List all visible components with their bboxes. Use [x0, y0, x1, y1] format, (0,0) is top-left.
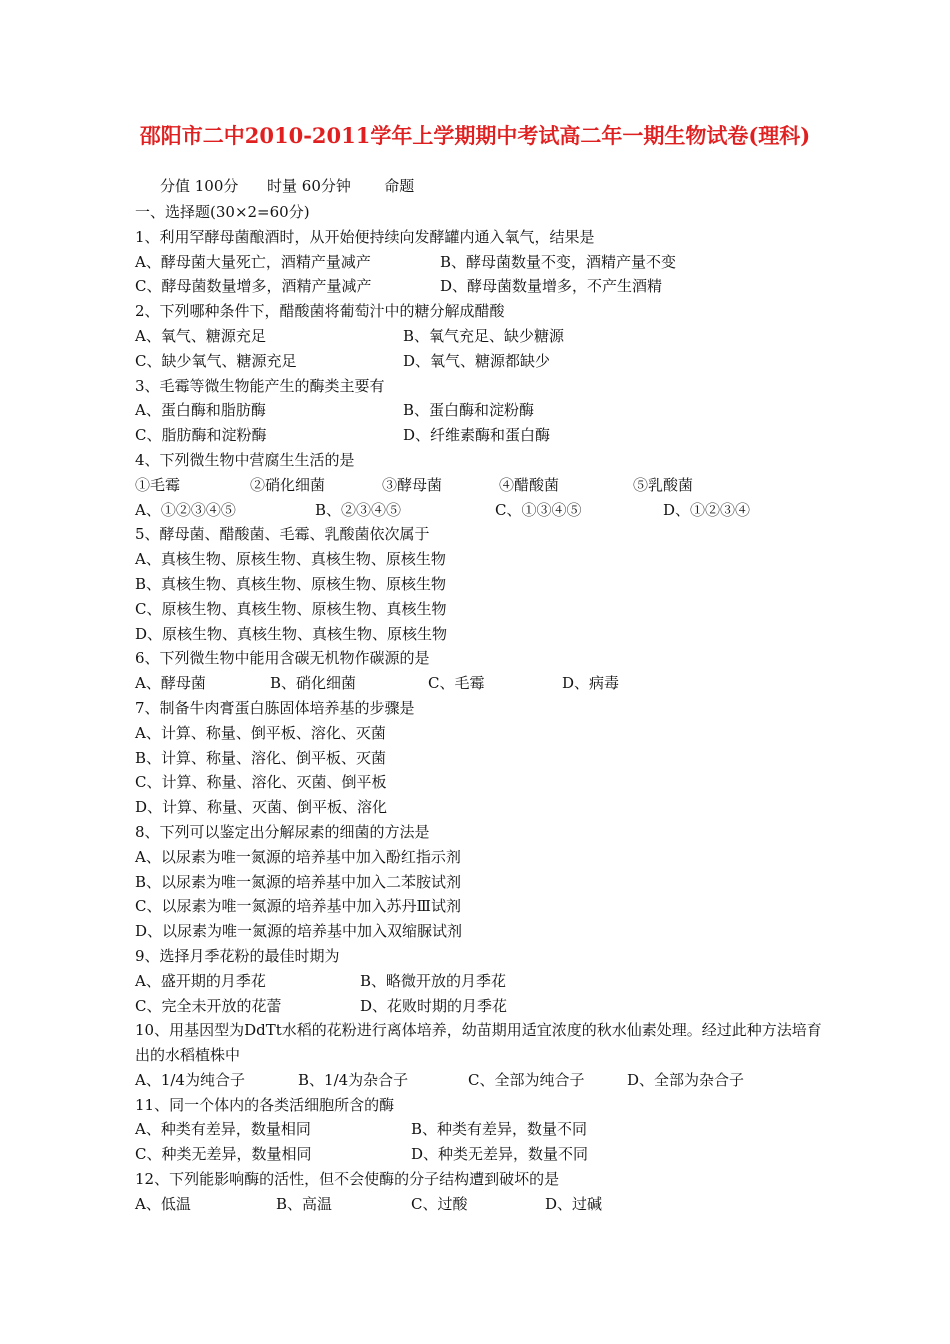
option-c: C、毛霉 — [428, 674, 485, 693]
option-a: A、低温 — [135, 1194, 191, 1213]
option-c: C、以尿素为唯一氮源的培养基中加入苏丹Ⅲ试剂 — [135, 897, 461, 916]
option-row — [135, 423, 825, 448]
option-row — [135, 274, 825, 299]
item: ③酵母菌 — [382, 475, 443, 494]
option-a: A、计算、称量、倒平板、溶化、灭菌 — [135, 723, 386, 742]
option-row — [135, 969, 825, 994]
option-a: A、以尿素为唯一氮源的培养基中加入酚红指示剂 — [135, 847, 461, 866]
option-b: B、酵母菌数量不变，酒精产量不变 — [440, 252, 677, 271]
option-a: A、①②③④⑤ — [135, 500, 236, 519]
exam-info: 分值 100分 时量 60分钟 命题 — [160, 177, 415, 195]
question-stem: 12、下列能影响酶的活性，但不会使酶的分子结构遭到破坏的是 — [135, 1170, 560, 1189]
option-c: C、全部为纯合子 — [468, 1070, 585, 1089]
option-row — [135, 1117, 825, 1142]
option-b: B、硝化细菌 — [270, 674, 357, 693]
option-a: A、蛋白酶和脂肪酶 — [135, 401, 266, 420]
option-a: A、酵母菌大量死亡，酒精产量减产 — [135, 252, 371, 271]
option-row — [135, 250, 825, 275]
option-d: D、病毒 — [562, 674, 620, 693]
item-row — [135, 473, 825, 498]
option-d: D、花败时期的月季花 — [360, 996, 508, 1015]
option-row — [135, 1142, 825, 1167]
option-b: B、略微开放的月季花 — [360, 971, 507, 990]
option-d: D、过碱 — [545, 1194, 603, 1213]
option-b: B、蛋白酶和淀粉酶 — [403, 401, 535, 420]
option-a: A、真核生物、原核生物、真核生物、原核生物 — [135, 550, 446, 569]
question-stem: 4、下列微生物中营腐生生活的是 — [135, 450, 355, 469]
option-c: C、完全未开放的花蕾 — [135, 996, 282, 1015]
option-b: B、种类有差异，数量不同 — [411, 1120, 588, 1139]
option-d: D、原核生物、真核生物、真核生物、原核生物 — [135, 624, 448, 643]
option-b: B、氧气充足、缺少糖源 — [403, 326, 565, 345]
question-stem: 6、下列微生物中能用含碳无机物作碳源的是 — [135, 649, 430, 668]
page-title: 邵阳市二中2010-2011学年上学期期中考试高二年一期生物试卷(理科) — [139, 123, 811, 148]
option-b: B、以尿素为唯一氮源的培养基中加入二苯胺试剂 — [135, 872, 462, 891]
option-d: D、①②③④ — [663, 500, 751, 519]
option-c: C、种类无差异，数量相同 — [135, 1145, 312, 1164]
option-c: C、酵母菌数量增多，酒精产量减产 — [135, 277, 372, 296]
section-heading: 一、选择题(30×2=60分) — [135, 203, 310, 221]
question-stem: 10、用基因型为DdTt水稻的花粉进行离体培养，幼苗期用适宜浓度的秋水仙素处理。经过此种方法培育出的水稻植株中 — [135, 1021, 822, 1065]
option-row — [135, 324, 825, 349]
option-c: C、计算、称量、溶化、灭菌、倒平板 — [135, 773, 387, 792]
question-stem: 11、同一个体内的各类活细胞所含的酶 — [135, 1095, 395, 1114]
question-stem: 2、下列哪种条件下，醋酸菌将葡萄汁中的糖分解成醋酸 — [135, 302, 505, 321]
option-a: A、酵母菌 — [135, 674, 206, 693]
item: ①毛霉 — [135, 475, 181, 494]
item: ②硝化细菌 — [250, 475, 326, 494]
option-b: B、②③④⑤ — [315, 500, 402, 519]
option-b: B、计算、称量、溶化、倒平板、灭菌 — [135, 748, 387, 767]
option-row — [135, 1068, 825, 1093]
question-stem: 3、毛霉等微生物能产生的酶类主要有 — [135, 376, 385, 395]
option-a: A、1/4为纯合子 — [135, 1070, 245, 1089]
option-b: B、真核生物、真核生物、原核生物、原核生物 — [135, 574, 447, 593]
option-a: A、种类有差异，数量相同 — [135, 1120, 311, 1139]
option-a: A、盛开期的月季花 — [135, 971, 266, 990]
question-stem: 1、利用罕酵母菌酿酒时，从开始便持续向发酵罐内通入氧气，结果是 — [135, 227, 595, 246]
option-d: D、以尿素为唯一氮源的培养基中加入双缩脲试剂 — [135, 922, 463, 941]
option-d: D、酵母菌数量增多，不产生酒精 — [440, 277, 663, 296]
question-list — [135, 200, 825, 1217]
option-c: C、①③④⑤ — [495, 500, 582, 519]
question-stem: 7、制备牛肉膏蛋白胨固体培养基的步骤是 — [135, 698, 415, 717]
option-d: D、纤维素酶和蛋白酶 — [403, 426, 551, 445]
question-stem: 5、酵母菌、醋酸菌、毛霉、乳酸菌依次属于 — [135, 525, 430, 544]
question-stem: 8、下列可以鉴定出分解尿素的细菌的方法是 — [135, 822, 430, 841]
option-b: B、1/4为杂合子 — [298, 1070, 409, 1089]
option-row — [135, 1192, 825, 1217]
option-d: D、计算、称量、灭菌、倒平板、溶化 — [135, 798, 388, 817]
option-a: A、氧气、糖源充足 — [135, 326, 266, 345]
option-c: C、过酸 — [411, 1194, 468, 1213]
option-d: D、氧气、糖源都缺少 — [403, 351, 551, 370]
item: ⑤乳酸菌 — [633, 475, 694, 494]
option-b: B、高温 — [276, 1194, 333, 1213]
option-c: C、原核生物、真核生物、原核生物、真核生物 — [135, 599, 447, 618]
option-d: D、种类无差异，数量不同 — [411, 1145, 589, 1164]
question-stem: 9、选择月季花粉的最佳时期为 — [135, 946, 340, 965]
option-c: C、脂肪酶和淀粉酶 — [135, 426, 267, 445]
item: ④醋酸菌 — [499, 475, 560, 494]
option-row — [135, 398, 825, 423]
option-c: C、缺少氧气、糖源充足 — [135, 351, 297, 370]
option-row — [135, 349, 825, 374]
option-d: D、全部为杂合子 — [627, 1070, 745, 1089]
option-row — [135, 671, 825, 696]
option-row — [135, 498, 825, 523]
option-row — [135, 994, 825, 1019]
